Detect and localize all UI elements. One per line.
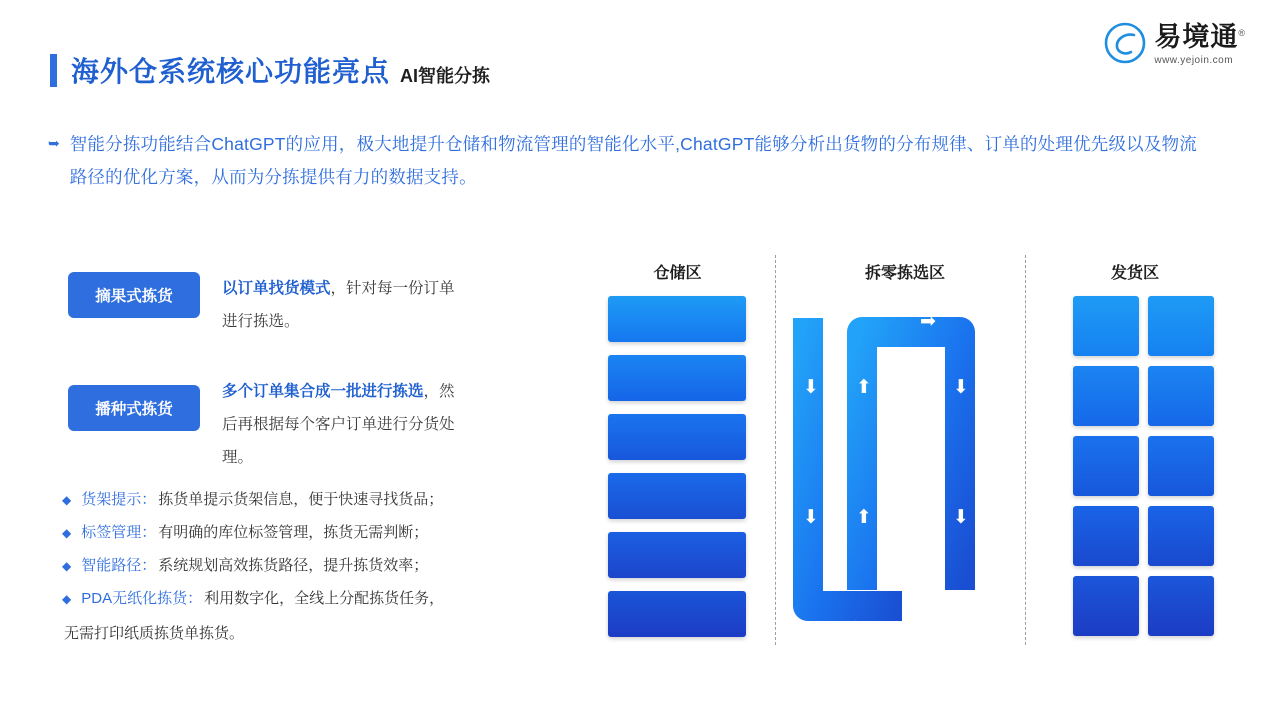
shipping-slot [1148,366,1214,426]
list-item-text: 系统规划高效拣货路径，提升拣货效率； [158,557,429,574]
shipping-slot [1148,436,1214,496]
arrow-right-icon: ➥ [48,135,60,151]
arrow-down-icon: ⬇ [953,376,969,398]
zone-divider [1025,255,1026,645]
storage-rack-bar [608,591,746,637]
shipping-slot [1073,296,1139,356]
shipping-slot [1148,506,1214,566]
storage-rack-bar [608,355,746,401]
shipping-slot [1073,506,1139,566]
zone-title-picking: 拆零拣选区 [864,265,945,282]
mode-description [222,375,462,474]
shipping-slot [1148,576,1214,636]
mode-block-batch-picking [68,375,462,474]
list-item-label: 智能路径： [81,557,157,574]
shipping-slot [1073,436,1139,496]
storage-rack-bar [608,473,746,519]
mode-description-highlight: 多个订单集合成一批进行拣选 [222,383,424,400]
logo-url: www.yejoin.com [1154,55,1234,66]
zone-divider [775,255,776,645]
diamond-bullet-icon: ◆ [62,559,72,573]
diamond-bullet-icon: ◆ [62,493,72,507]
picking-route-path [790,290,1020,645]
warehouse-flow-diagram [600,250,1240,650]
shipping-slot [1073,366,1139,426]
zone-title-shipping: 发货区 [1110,265,1159,282]
zone-title-storage: 仓储区 [653,265,702,282]
shipping-slot [1148,296,1214,356]
list-item-text: 拣货单提示货架信息，便于快速寻找货品； [158,491,444,508]
mode-block-picking-by-order [68,272,462,338]
mode-pill-label: 摘果式拣货 [68,272,200,318]
intro-paragraph [48,128,1208,194]
list-item [62,554,562,575]
title-main-text: 海外仓系统核心功能亮点 [71,56,391,87]
arrow-right-icon: ➡ [845,614,861,636]
diamond-bullet-icon: ◆ [62,526,72,540]
storage-rack-bar [608,532,746,578]
logo-registered-mark: ® [1238,28,1246,38]
mode-description-highlight: 以订单找货模式 [222,280,331,297]
arrow-down-icon: ⬇ [803,376,819,398]
bullet-continuation-text: 无需打印纸质拣货单拣货。 [64,625,245,642]
title-sub-text: AI智能分拣 [400,66,491,86]
storage-rack-bar [608,296,746,342]
diamond-bullet-icon: ◆ [62,592,72,606]
brand-logo [1104,22,1246,66]
list-item-label: 标签管理： [81,524,157,541]
storage-rack-bar [608,414,746,460]
list-item [62,521,562,542]
logo-name: 易境通 [1154,22,1239,52]
list-item-text: 利用数字化，全线上分配拣货任务， [204,590,445,607]
mode-description-rest: ，然后再根据每个客户订单进行分货处理。 [222,383,455,466]
arrow-right-icon: ➡ [920,310,936,332]
arrow-down-icon: ⬇ [803,506,819,528]
list-item [62,488,562,509]
mode-description [222,272,462,338]
arrow-up-icon: ⬆ [856,506,872,528]
mode-pill-label: 播种式拣货 [68,385,200,431]
list-item-label: 货架提示： [81,491,157,508]
shipping-slot [1073,576,1139,636]
list-item-label: PDA无纸化拣货： [81,590,203,607]
page-title [50,50,490,90]
title-accent-bar [50,54,57,87]
list-item-text: 有明确的库位标签管理，拣货无需判断； [158,524,429,541]
feature-bullet-list [62,488,562,643]
intro-text: 智能分拣功能结合ChatGPT的应用，极大地提升仓储和物流管理的智能化水平,ChatGPT能够分析出货物的分布规律、订单的处理优先级以及物流路径的优化方案，从而为分拣提供有力的数据支持。 [69,134,1197,187]
arrow-down-icon: ⬇ [953,506,969,528]
circle-swoosh-logo-icon [1104,22,1146,64]
list-item [62,587,562,608]
arrow-up-icon: ⬆ [856,376,872,398]
mode-description-rest: ，针对每一份订单进行拣选。 [222,280,455,330]
